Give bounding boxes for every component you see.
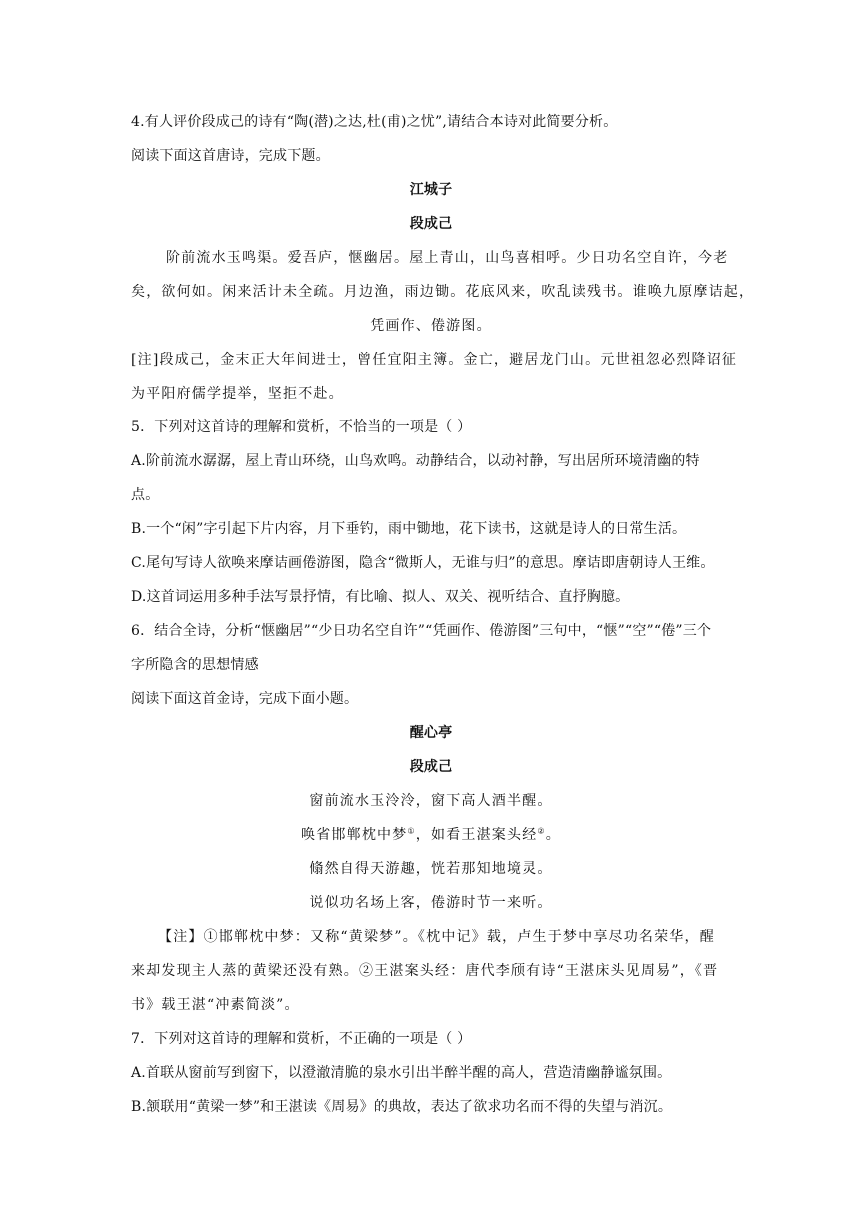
footnote-marker-2: ② xyxy=(537,826,546,836)
poem2-line-2 xyxy=(131,825,731,845)
reading-instruction-1: 阅读下面这首唐诗，完成下题。 xyxy=(131,148,330,164)
poem1-line-1: 阶前流水玉鸣渠。爱吾庐，惬幽居。屋上青山，山鸟喜相呼。少日功名空自许，今老 xyxy=(166,250,729,266)
footnote-marker-1: ① xyxy=(407,826,416,836)
question-6-line-2: 字所隐含的思想情感 xyxy=(131,657,259,673)
poem2-line-1: 窗前流水玉泠泠，窗下高人酒半醒。 xyxy=(309,793,553,809)
poem1-note-line-1: [注]段成己，金末正大年间进士，曾任宜阳主簿。金亡，避居龙门山。元世祖忽必烈降诏征 xyxy=(131,352,738,368)
poem2-note-line-2: 来却发现主人蒸的黄梁还没有熟。②王湛案头经：唐代李颀有诗“王湛床头见周易”，《晋 xyxy=(131,963,719,979)
poem2-note-line-1: 【注】①邯郸枕中梦：又称“黄梁梦”。《枕中记》载，卢生于梦中享尽功名荣华，醒 xyxy=(158,929,715,945)
poem2-line-2-part-2: ，如看王湛案头经 xyxy=(415,827,538,843)
poem1-line-3: 凭画作、倦游图。 xyxy=(370,318,492,334)
poem2-line-3: 翛然自得天游趣，恍若那知地境灵。 xyxy=(309,861,553,877)
question-5-option-a-cont: 点。 xyxy=(131,487,160,503)
question-5-option-b: B.一个“闲”字引起下片内容，月下垂钓，雨中锄地，花下读书，这就是诗人的日常生活。 xyxy=(131,521,687,537)
poem1-note-line-2: 为平阳府儒学提举，坚拒不赴。 xyxy=(131,386,344,402)
poem2-note-line-3: 书》载王湛“冲素简淡”。 xyxy=(131,997,300,1013)
poem1-line-2: 矣，欲何如。闲来活计未全疏。月边渔，雨边锄。花底风来，吹乱读残书。谁唤九原摩诘起， xyxy=(131,284,755,300)
question-7-option-b: B.颔联用“黄梁一梦”和王湛读《周易》的典故，表达了欲求功名而不得的失望与消沉。 xyxy=(131,1099,673,1115)
question-5-option-c: C.尾句写诗人欲唤来摩诘画倦游图，隐含“微斯人，无谁与归”的意思。摩诘即唐朝诗人王维。 xyxy=(131,555,715,571)
question-4: 4.有人评价段成己的诗有“陶(潜)之达,杜(甫)之忧”,请结合本诗对此简要分析。 xyxy=(131,114,618,130)
poem2-author: 段成己 xyxy=(409,759,453,775)
poem2-title: 醒心亭 xyxy=(409,725,453,741)
question-7-option-a: A.首联从窗前写到窗下，以澄澈清脆的泉水引出半醉半醒的高人，营造清幽静谧氛围。 xyxy=(131,1065,672,1081)
question-5-option-a: A.阶前流水潺潺，屋上青山环绕，山鸟欢鸣。动静结合，以动衬静，写出居所环境清幽的特 xyxy=(131,453,700,469)
poem2-line-2-part-1: 唤省邯郸枕中梦 xyxy=(301,827,408,843)
reading-instruction-2: 阅读下面这首金诗，完成下面小题。 xyxy=(131,691,359,707)
poem2-line-2-part-3: 。 xyxy=(545,827,561,843)
question-6-line-1: 6．结合全诗，分析“惬幽居”“少日功名空自许”“凭画作、倦游图”三句中，“惬”“空”“倦”三个 xyxy=(131,623,712,639)
question-5-option-d: D.这首词运用多种手法写景抒情，有比喻、拟人、双关、视听结合、直抒胸臆。 xyxy=(131,589,630,605)
poem1-title: 江城子 xyxy=(409,182,453,198)
poem2-line-4: 说似功名场上客，倦游时节一来听。 xyxy=(309,895,553,911)
question-7-stem: 7．下列对这首诗的理解和赏析，不正确的一项是（ ） xyxy=(131,1031,472,1047)
poem1-author: 段成己 xyxy=(409,216,453,232)
question-5-stem: 5．下列对这首诗的理解和赏析，不恰当的一项是（ ） xyxy=(131,419,472,435)
